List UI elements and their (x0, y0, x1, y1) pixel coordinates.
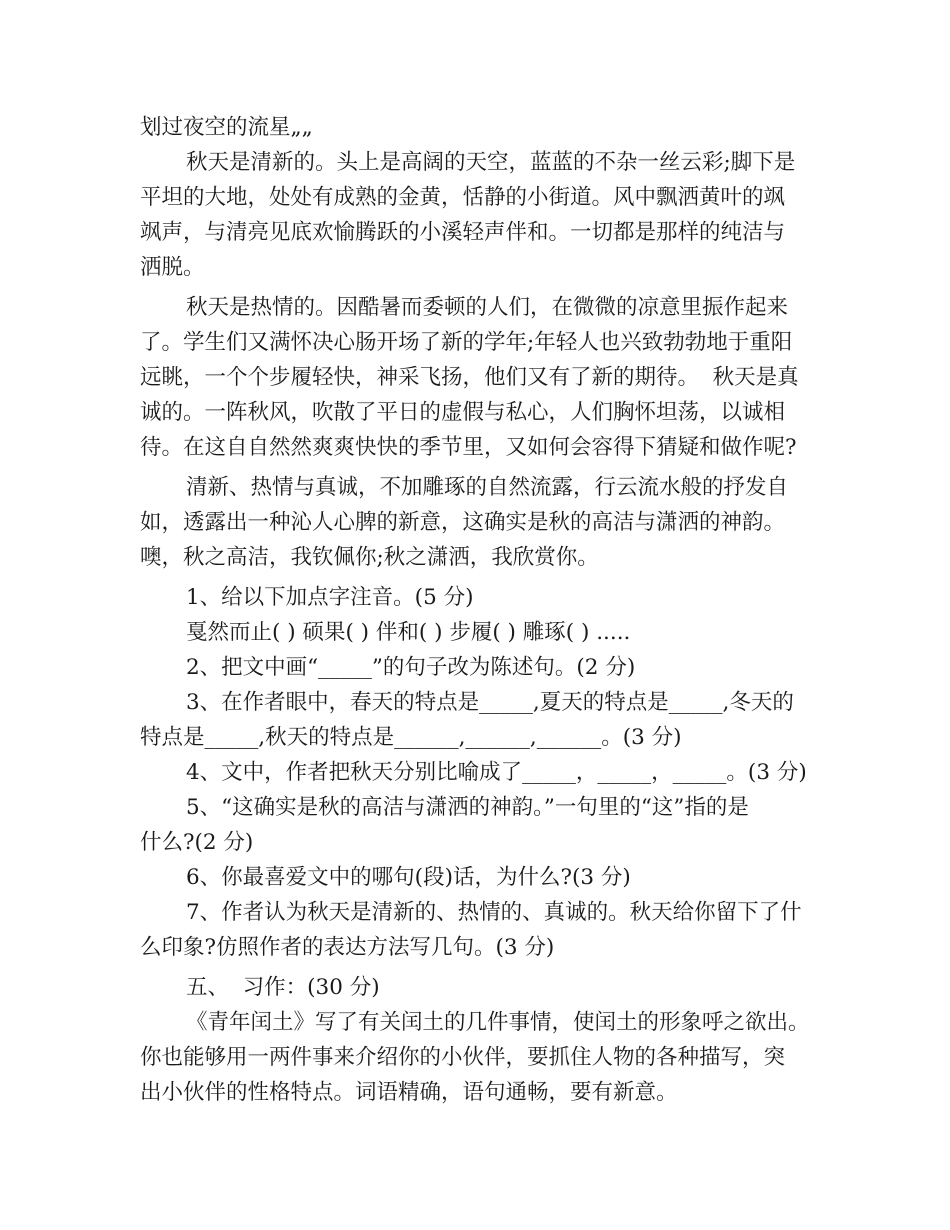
prompt-line: 《青年闰土》写了有关闰土的几件事情，使闰土的形象呼之欲出。 (186, 1010, 810, 1035)
question-line: 特点是_____,秋天的特点是______,______,______。(3 分) (140, 725, 682, 750)
prompt-line: 你也能够用一两件事来介绍你的小伙伴，要抓住人物的各种描写，突 (140, 1045, 786, 1070)
question-line: 4、文中，作者把秋天分别比喻成了_____，_____，_____。(3 分) (186, 760, 807, 785)
passage-line: 飒声，与清亮见底欢愉腾跃的小溪轻声伴和。一切都是那样的纯洁与 (140, 220, 786, 245)
passage-line: 如，透露出一种沁人心脾的新意，这确实是秋的高洁与潇洒的神韵。 (140, 510, 786, 535)
section-heading: 五、 习作：(30 分) (186, 975, 380, 1000)
passage-line: 洒脱。 (140, 255, 205, 280)
question-line: 么印象?仿照作者的表达方法写几句。(3 分) (140, 935, 555, 960)
passage-line: 诚的。一阵秋风，吹散了平日的虚假与私心，人们胸怀坦荡，以诚相 (140, 400, 786, 425)
passage-line: 噢，秋之高洁，我钦佩你;秋之潇洒，我欣赏你。 (140, 545, 599, 570)
question-line: 2、把文中画“_____”的句子改为陈述句。(2 分) (186, 655, 636, 680)
question-line: 3、在作者眼中，春天的特点是_____,夏天的特点是_____,冬天的 (186, 690, 794, 715)
passage-line: 待。在这自自然然爽爽快快的季节里，又如何会容得下猜疑和做作呢? (140, 435, 797, 460)
question-line: 7、作者认为秋天是清新的、热情的、真诚的。秋天给你留下了什 (186, 900, 802, 925)
passage-line: 了。学生们又满怀决心肠开场了新的学年;年轻人也兴致勃勃地于重阳 (140, 330, 793, 355)
question-line: 戛然而止( ) 硕果( ) 伴和( ) 步履( ) 雕琢( ) ..... (186, 620, 631, 645)
question-line: 5、“这确实是秋的高洁与潇洒的神韵。”一句里的“这”指的是 (186, 795, 749, 820)
passage-line: 秋天是清新的。头上是高阔的天空，蓝蓝的不杂一丝云彩;脚下是 (186, 150, 796, 175)
passage-line: 划过夜空的流星„„ (140, 115, 313, 140)
question-line: 1、给以下加点字注音。(5 分) (186, 585, 474, 610)
passage-line: 平坦的大地，处处有成熟的金黄，恬静的小街道。风中飘洒黄叶的飒 (140, 185, 786, 210)
passage-line: 清新、热情与真诚，不加雕琢的自然流露，行云流水般的抒发自 (186, 475, 789, 500)
passage-line: 秋天是热情的。因酷暑而委顿的人们，在微微的凉意里振作起来 (186, 295, 789, 320)
prompt-line: 出小伙伴的性格特点。词语精确，语句通畅，要有新意。 (140, 1080, 678, 1105)
passage-line: 远眺，一个个步履轻快，神采飞扬，他们又有了新的期待。 秋天是真 (140, 365, 799, 390)
question-line: 什么?(2 分) (140, 830, 254, 855)
question-line: 6、你最喜爱文中的哪句(段)话，为什么?(3 分) (186, 865, 631, 890)
